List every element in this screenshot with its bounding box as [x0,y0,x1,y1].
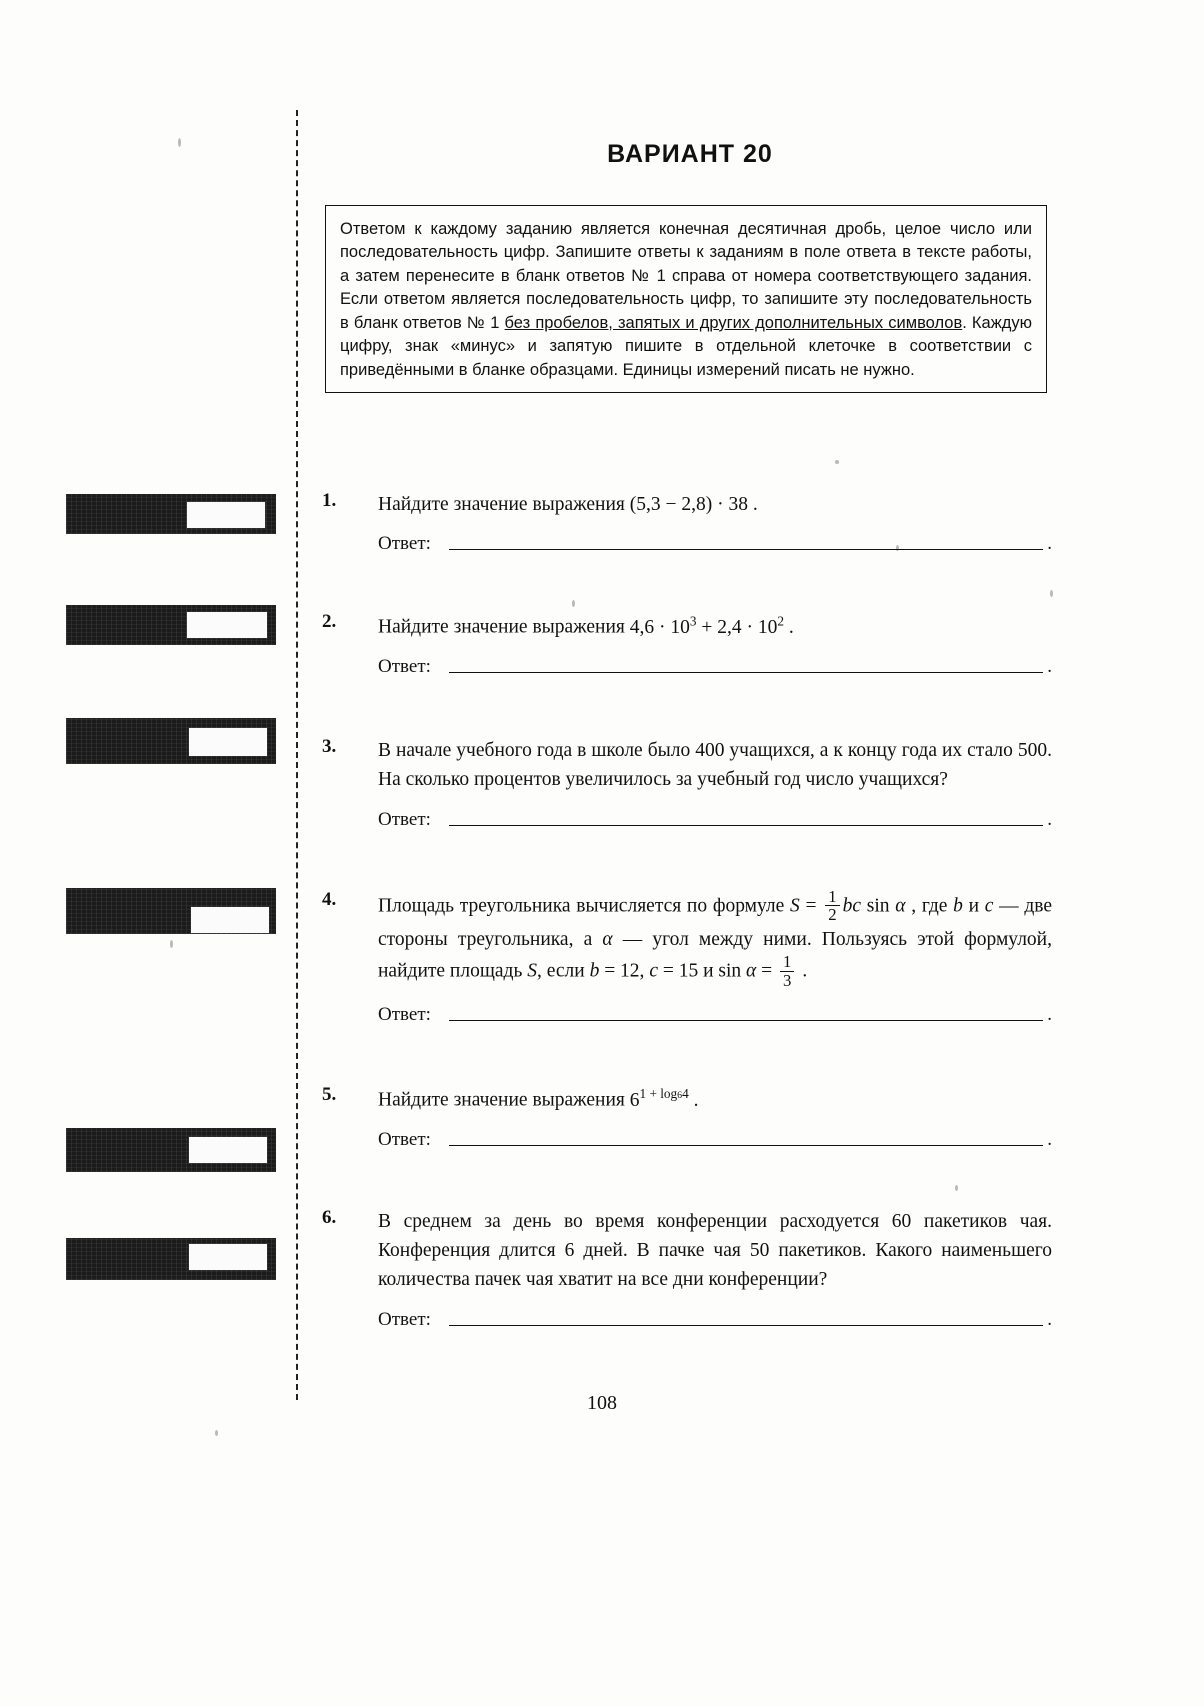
answer-period: . [1047,1308,1052,1330]
task-item [322,1207,1052,1331]
task-item [322,736,1052,831]
page-title: ВАРИАНТ 20 [607,140,773,168]
margin-mark-window [188,1243,268,1271]
instructions-text-part-1: Ответом к каждому заданию является конечная десятичная дробь, целое число или последовательность цифр. Запишите ответы к заданиям в поле ответа в тексте работы, а затем перенесите в бланк ответов № 1 справа от номера соответствующего задания. Если ответом является последовательность цифр, то запишите эту последовательность в бланк ответов № 1 [340,220,1032,332]
task-number: 5. [322,1084,337,1106]
answer-input-rule[interactable] [449,671,1043,673]
task-text: Площадь треугольника вычисляется по формуле S = $\frac{1}{2}$ bc sin α , где b и c — две стороны треугольника, а α — угол между ними. Пользуясь этой формулой, найдите площадь S, если b = 12, c = 15 и sin α = $\frac{1}{3}$ . [378,886,1053,990]
task-text [378,490,1052,519]
task-number: 3. [322,736,337,757]
task-prompt: Найдите значение выражения [378,494,630,515]
answer-line [378,809,1052,831]
task-formula: (5,3 − 2,8) · 38 . [629,494,758,515]
task-item [322,611,1052,678]
task-number: 2. [322,611,337,633]
scan-speck [170,940,173,948]
answer-period: . [1047,533,1052,555]
task-number: 6. [322,1206,337,1228]
answer-line [378,1129,1052,1151]
answer-period: . [1047,1128,1052,1150]
perforation-cut-line [296,110,298,1400]
scan-speck [178,138,181,147]
answer-label: Ответ: [378,1128,431,1150]
margin-mark-3 [66,718,276,764]
margin-mark-6 [66,1238,276,1280]
margin-mark-window [186,501,266,529]
answer-line [378,656,1052,678]
task-list [322,490,1052,1337]
answer-line [378,1309,1052,1331]
answer-line [378,1004,1052,1026]
task-item [322,490,1052,555]
task-number: 1. [322,490,337,511]
task-item [322,1084,1052,1151]
answer-input-rule[interactable] [449,1144,1043,1146]
answer-period: . [1047,808,1052,830]
instructions-box [325,205,1047,393]
answer-label: Ответ: [378,1308,431,1330]
margin-mark-window [190,906,270,934]
margin-mark-window [186,611,268,639]
answer-input-rule[interactable] [449,1324,1043,1326]
task-formula: $6^{1 + log64}$ . [629,1086,699,1111]
margin-mark-window [188,1136,268,1164]
answer-label: Ответ: [378,808,431,830]
task-text: В начале учебного года в школе было 400 учащихся, а к концу года их стало 500. На сколько процентов увеличилось за учебный год число учащихся? [378,740,1052,791]
answer-input-rule[interactable] [449,824,1043,826]
answer-label: Ответ: [378,1004,431,1026]
task-text [378,1084,1052,1115]
task-prompt: Найдите значение выражения [378,616,630,638]
answer-label: Ответ: [378,533,431,555]
instructions-text-part-2: . Каждую цифру, знак «минус» и запятую пишите в отдельной клеточке в соответствии с приведёнными в бланке образцами. Единицы измерений писать не нужно. [340,313,1033,379]
task-formula: $4,6 \cdot 10^3 + 2,4 \cdot 10^2$ . [629,613,794,638]
margin-mark-5 [66,1128,276,1172]
margin-mark-2 [66,605,276,645]
task-prompt: Найдите значение выражения [378,1089,630,1111]
page-number: 108 [587,1392,617,1414]
margin-mark-window [188,727,268,757]
task-number: 4. [322,888,337,910]
margin-mark-1 [66,494,276,534]
answer-line [378,533,1052,555]
scan-speck [215,1430,218,1436]
answer-label: Ответ: [378,656,431,677]
task-text: В среднем за день во время конференции расходуется 60 пакетиков чая. Конференция длится 6 дней. В пачке чая 50 пакетиков. Какого наименьшего количества пачек чая хватит на все дни конференции? [378,1210,1052,1291]
answer-period: . [1047,1004,1052,1026]
task-item [322,886,1053,1027]
scan-speck [835,460,839,464]
task-text [378,611,1052,642]
answer-input-rule[interactable] [449,1019,1043,1021]
margin-mark-4 [66,888,276,934]
answer-period: . [1047,656,1052,677]
instructions-text-emphasis: без пробелов, запятых и других дополнительных символов [504,313,963,332]
answer-input-rule[interactable] [449,548,1043,550]
